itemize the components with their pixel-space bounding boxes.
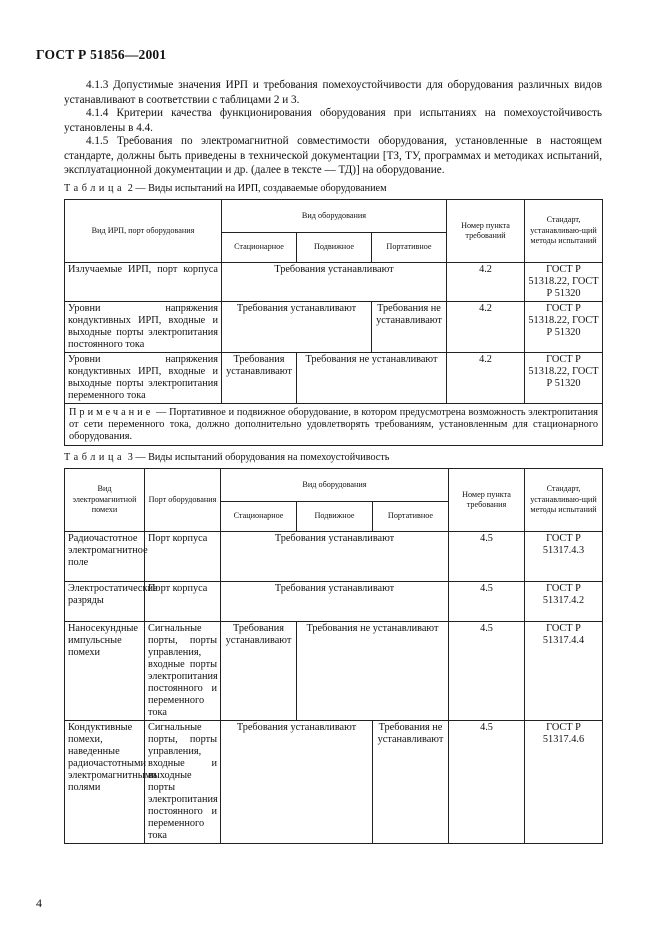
- table2: [64, 199, 603, 446]
- table2-header-type: Вид ИРП, порт оборудования: [65, 200, 222, 263]
- table2-row1-clause: 4.2: [447, 263, 525, 302]
- table2-row2-requirement-1: Требования устанавливают: [222, 302, 372, 353]
- table3-row1-standard: ГОСТ Р 51317.4.3: [525, 532, 603, 582]
- table2-note-word: Примечание: [69, 407, 154, 418]
- table-row: [65, 353, 603, 404]
- paragraph-4-1-4: 4.1.4 Критерии качества функционирования оборудования при испытаниях на помехоустойчивость установлены в 4.4.: [64, 107, 602, 134]
- table3-row1-port: Порт корпуса: [145, 532, 221, 582]
- table3-row1-requirement: Требования устанавливают: [221, 532, 449, 582]
- table2-row2-standard: ГОСТ Р 51318.22, ГОСТ Р 51320: [525, 302, 603, 353]
- table3-row3-clause: 4.5: [449, 622, 525, 721]
- table2-row3-requirement-2: Требования не устанавливают: [297, 353, 447, 404]
- table3-row2-standard: ГОСТ Р 51317.4.2: [525, 582, 603, 622]
- table2-header-equipment-group: Вид оборудования: [222, 200, 447, 233]
- table3-row2-port: Порт корпуса: [145, 582, 221, 622]
- table3-header-clause: Номер пункта требования: [449, 469, 525, 532]
- table2-row1-requirement: Требования устанавливают: [222, 263, 447, 302]
- table3-header-equipment-group: Вид оборудования: [221, 469, 449, 502]
- table3-caption-text: 3 — Виды испытаний оборудования на помехоустойчивость: [125, 452, 390, 463]
- table2-note-text: — Портативное и подвижное оборудование, в котором предусмотрена возможность электропитания от сети переменного тока, должно дополнительно удовлетворять требованиям, установленным для стационарного оборудования.: [69, 407, 598, 442]
- page-number: 4: [36, 896, 42, 910]
- table3-row3-port: Сигнальные порты, порты управления, входные порты электропитания постоянного и переменного тока: [145, 622, 221, 721]
- table3-row2-name: Электростатические разряды: [65, 582, 145, 622]
- table3-row4-standard: ГОСТ Р 51317.4.6: [525, 721, 603, 844]
- table2-note-row: [65, 404, 603, 446]
- table3-row4-clause: 4.5: [449, 721, 525, 844]
- table-row: [65, 582, 603, 622]
- table3-header-standard: Стандарт, устанавливаю-щий методы испытаний: [525, 469, 603, 532]
- table3-header-stationary: Стационарное: [221, 502, 297, 532]
- table2-header-stationary: Стационарное: [222, 233, 297, 263]
- table3-caption: [64, 452, 389, 463]
- table-row: [65, 721, 603, 844]
- table3-row3-name: Наносекундные импульсные помехи: [65, 622, 145, 721]
- table-row: [65, 622, 603, 721]
- paragraph-4-1-5: 4.1.5 Требования по электромагнитной совместимости оборудования, установленные в настоящем стандарте, должны быть приведены в технической документации [ТЗ, ТУ, программах и методиках испытаний, эксплуатационной документации и др. (далее в тексте — ТД)] на оборудование.: [64, 135, 602, 176]
- table3-row4-port: Сигнальные порты, порты управления, входные и выходные порты электропитания постоянного и переменного тока: [145, 721, 221, 844]
- table-row: [65, 532, 603, 582]
- table2-row3-standard: ГОСТ Р 51318.22, ГОСТ Р 51320: [525, 353, 603, 404]
- table3-row2-clause: 4.5: [449, 582, 525, 622]
- table3-caption-word: Таблица: [64, 452, 126, 463]
- document-header: ГОСТ Р 51856—2001: [36, 47, 167, 62]
- table2-row2-name: Уровни напряжения кондуктивных ИРП, входные и выходные порты электропитания постоянного тока: [65, 302, 222, 353]
- table3-header-port: Порт оборудования: [145, 469, 221, 532]
- table2-row3-requirement-1: Требования устанавливают: [222, 353, 297, 404]
- table3-row1-clause: 4.5: [449, 532, 525, 582]
- table3-row2-requirement: Требования устанавливают: [221, 582, 449, 622]
- table3-row3-requirement-1: Требования устанавливают: [221, 622, 297, 721]
- table2-note: [65, 404, 603, 446]
- table3-header-portable: Портативное: [373, 502, 449, 532]
- table2-row2-requirement-2: Требования не устанавливают: [372, 302, 447, 353]
- table2-caption-word: Таблица: [64, 183, 126, 194]
- table2-row1-standard: ГОСТ Р 51318.22, ГОСТ Р 51320: [525, 263, 603, 302]
- table3-row3-standard: ГОСТ Р 51317.4.4: [525, 622, 603, 721]
- table3-row1-name: Радиочастотное электромагнитное поле: [65, 532, 145, 582]
- table2-row1-name: Излучаемые ИРП, порт корпуса: [65, 263, 222, 302]
- table-row: [65, 302, 603, 353]
- table-row: [65, 263, 603, 302]
- table2-row3-name: Уровни напряжения кондуктивных ИРП, входные и выходные порты электропитания переменного тока: [65, 353, 222, 404]
- table2-caption: [64, 183, 387, 194]
- table2-row3-clause: 4.2: [447, 353, 525, 404]
- table2-row2-clause: 4.2: [447, 302, 525, 353]
- table3-row3-requirement-2: Требования не устанавливают: [297, 622, 449, 721]
- paragraph-4-1-3: 4.1.3 Допустимые значения ИРП и требования помехоустойчивости для оборудования различных видов устанавливают в соответствии с таблицами 2 и 3.: [64, 79, 602, 106]
- table3-row4-requirement-1: Требования устанавливают: [221, 721, 373, 844]
- table3: [64, 468, 603, 844]
- table3-header-mobile: Подвижное: [297, 502, 373, 532]
- table2-header-standard: Стандарт, устанавливаю-щий методы испытаний: [525, 200, 603, 263]
- table2-caption-text: 2 — Виды испытаний на ИРП, создаваемые оборудованием: [125, 183, 387, 194]
- table2-header-mobile: Подвижное: [297, 233, 372, 263]
- table3-row4-name: Кондуктивные помехи, наведенные радиочастотными электромагнитными полями: [65, 721, 145, 844]
- table2-header-clause: Номер пункта требований: [447, 200, 525, 263]
- table2-header-portable: Портативное: [372, 233, 447, 263]
- table3-row4-requirement-2: Требования не устанавливают: [373, 721, 449, 844]
- table3-header-disturbance: Вид электромагнитной помехи: [65, 469, 145, 532]
